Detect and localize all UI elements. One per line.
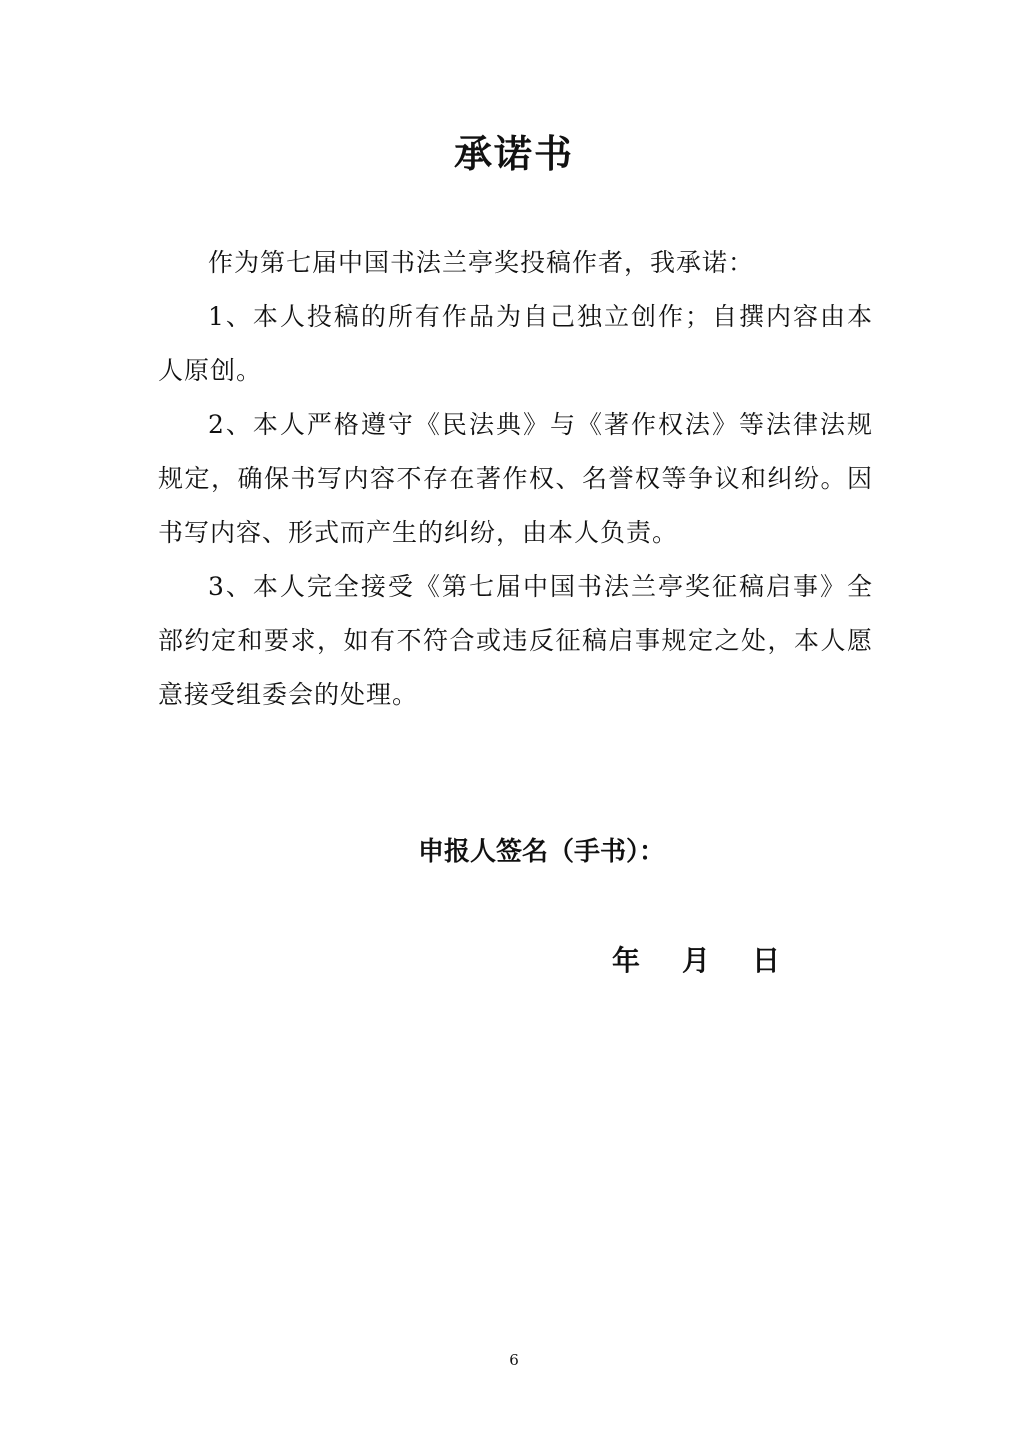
day-label: 日 bbox=[752, 944, 781, 977]
commitment-body bbox=[158, 236, 873, 722]
commitment-item-1: 1、本人投稿的所有作品为自己独立创作；自撰内容由本人原创。 bbox=[158, 302, 873, 385]
document-title: 承诺书 bbox=[453, 132, 574, 176]
signature-label: 申报人签名（手书）： bbox=[418, 837, 666, 867]
commitment-item-2: 2、本人严格遵守《民法典》与《著作权法》等法律法规规定，确保书写内容不存在著作权、名誉权等争议和纠纷。因书写内容、形式而产生的纠纷，由本人负责。 bbox=[158, 410, 873, 547]
month-label: 月 bbox=[682, 944, 711, 977]
year-label: 年 bbox=[612, 944, 641, 977]
page-number: 6 bbox=[509, 1351, 519, 1369]
commitment-item-3: 3、本人完全接受《第七届中国书法兰亭奖征稿启事》全部约定和要求，如有不符合或违反征稿启事规定之处，本人愿意接受组委会的处理。 bbox=[158, 572, 873, 709]
intro-paragraph: 作为第七届中国书法兰亭奖投稿作者，我承诺： bbox=[208, 248, 755, 277]
date-line bbox=[612, 938, 780, 984]
